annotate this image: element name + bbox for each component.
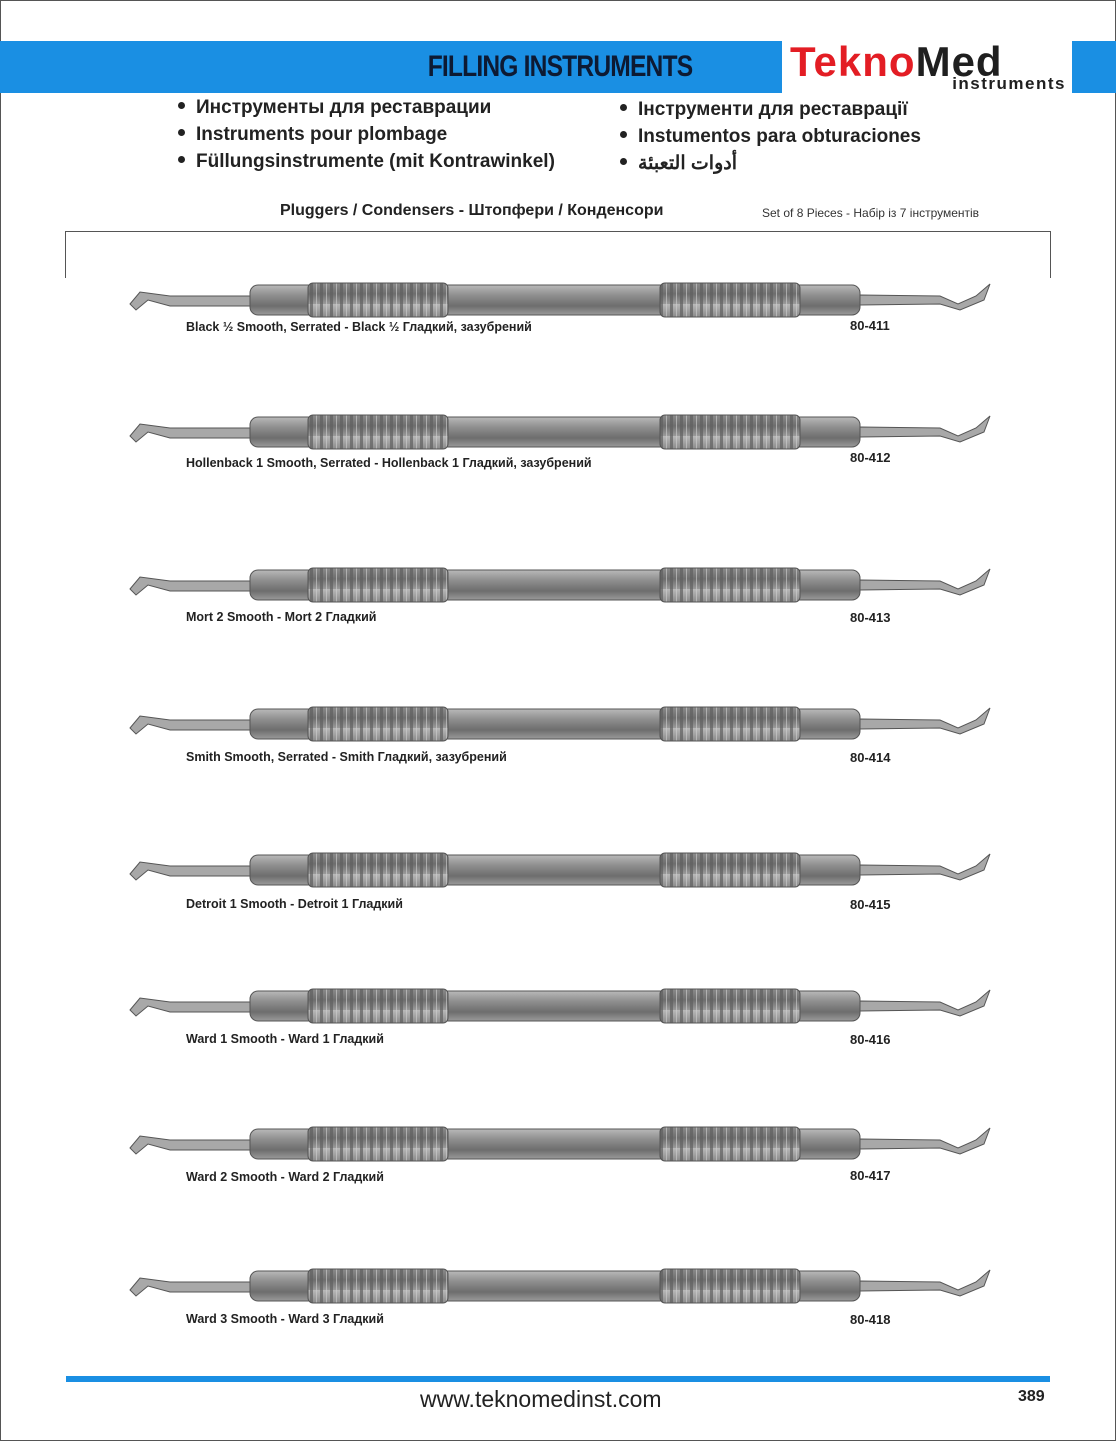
language-item: Instruments pour plombage [178, 121, 555, 148]
instrument-name: Mort 2 Smooth - Mort 2 Гладкий [186, 610, 377, 624]
bullet-icon [620, 131, 627, 138]
section-title: Pluggers / Condensers - Штопфери / Конденсори [280, 202, 664, 219]
bullet-icon [620, 158, 627, 165]
instrument-row [100, 402, 1020, 470]
language-item: أدوات التعبئة [620, 150, 921, 177]
instrument-image [100, 1114, 1020, 1174]
language-list-right [620, 96, 921, 177]
instrument-code: 80-412 [850, 450, 891, 465]
instrument-image [100, 555, 1020, 615]
instrument-code: 80-413 [850, 610, 891, 625]
instrument-code: 80-411 [850, 318, 890, 333]
instrument-row [100, 555, 1020, 625]
instrument-name: Detroit 1 Smooth - Detroit 1 Гладкий [186, 897, 403, 911]
instrument-row [100, 1256, 1020, 1327]
instrument-image [100, 1256, 1020, 1316]
instrument-row [100, 694, 1020, 765]
instrument-code: 80-416 [850, 1032, 891, 1047]
instrument-code: 80-417 [850, 1168, 891, 1183]
language-item: Инструменты для реставрации [178, 94, 555, 121]
instrument-code: 80-414 [850, 750, 891, 765]
logo-subtitle: instruments [952, 74, 1066, 93]
language-list-left [178, 94, 555, 175]
bullet-icon [178, 102, 185, 109]
instrument-name: Black ½ Smooth, Serrated - Black ½ Гладкий, зазубрений [186, 320, 532, 334]
page-title: FILLING INSTRUMENTS [427, 50, 693, 83]
instrument-image [100, 694, 1020, 754]
bullet-icon [178, 129, 185, 136]
instrument-code: 80-418 [850, 1312, 891, 1327]
instrument-row [100, 1114, 1020, 1184]
instrument-image [100, 840, 1020, 900]
instrument-code: 80-415 [850, 897, 891, 912]
page-number: 389 [1018, 1388, 1045, 1405]
brand-logo [782, 36, 1072, 94]
bullet-icon [178, 156, 185, 163]
instrument-name: Smith Smooth, Serrated - Smith Гладкий, зазубрений [186, 750, 507, 764]
instrument-row [100, 976, 1020, 1047]
language-item: Füllungsinstrumente (mit Kontrawinkel) [178, 148, 555, 175]
set-note: Set of 8 Pieces - Набір із 7 інструментів [762, 206, 980, 220]
instrument-row [100, 270, 1020, 334]
instrument-name: Hollenback 1 Smooth, Serrated - Hollenback 1 Гладкий, зазубрений [186, 456, 592, 470]
language-item: Instumentos para obturaciones [620, 123, 921, 150]
logo-part-tekno: Tekno [790, 38, 916, 85]
instrument-name: Ward 2 Smooth - Ward 2 Гладкий [186, 1170, 384, 1184]
instrument-name: Ward 1 Smooth - Ward 1 Гладкий [186, 1032, 384, 1046]
instrument-row [100, 840, 1020, 912]
footer-divider [66, 1376, 1050, 1382]
bullet-icon [620, 104, 627, 111]
language-item: Інструменти для реставрації [620, 96, 921, 123]
instrument-name: Ward 3 Smooth - Ward 3 Гладкий [186, 1312, 384, 1326]
footer-url[interactable]: www.teknomedinst.com [420, 1386, 662, 1412]
instrument-image [100, 976, 1020, 1036]
logo-part-med: Med [915, 38, 1003, 85]
